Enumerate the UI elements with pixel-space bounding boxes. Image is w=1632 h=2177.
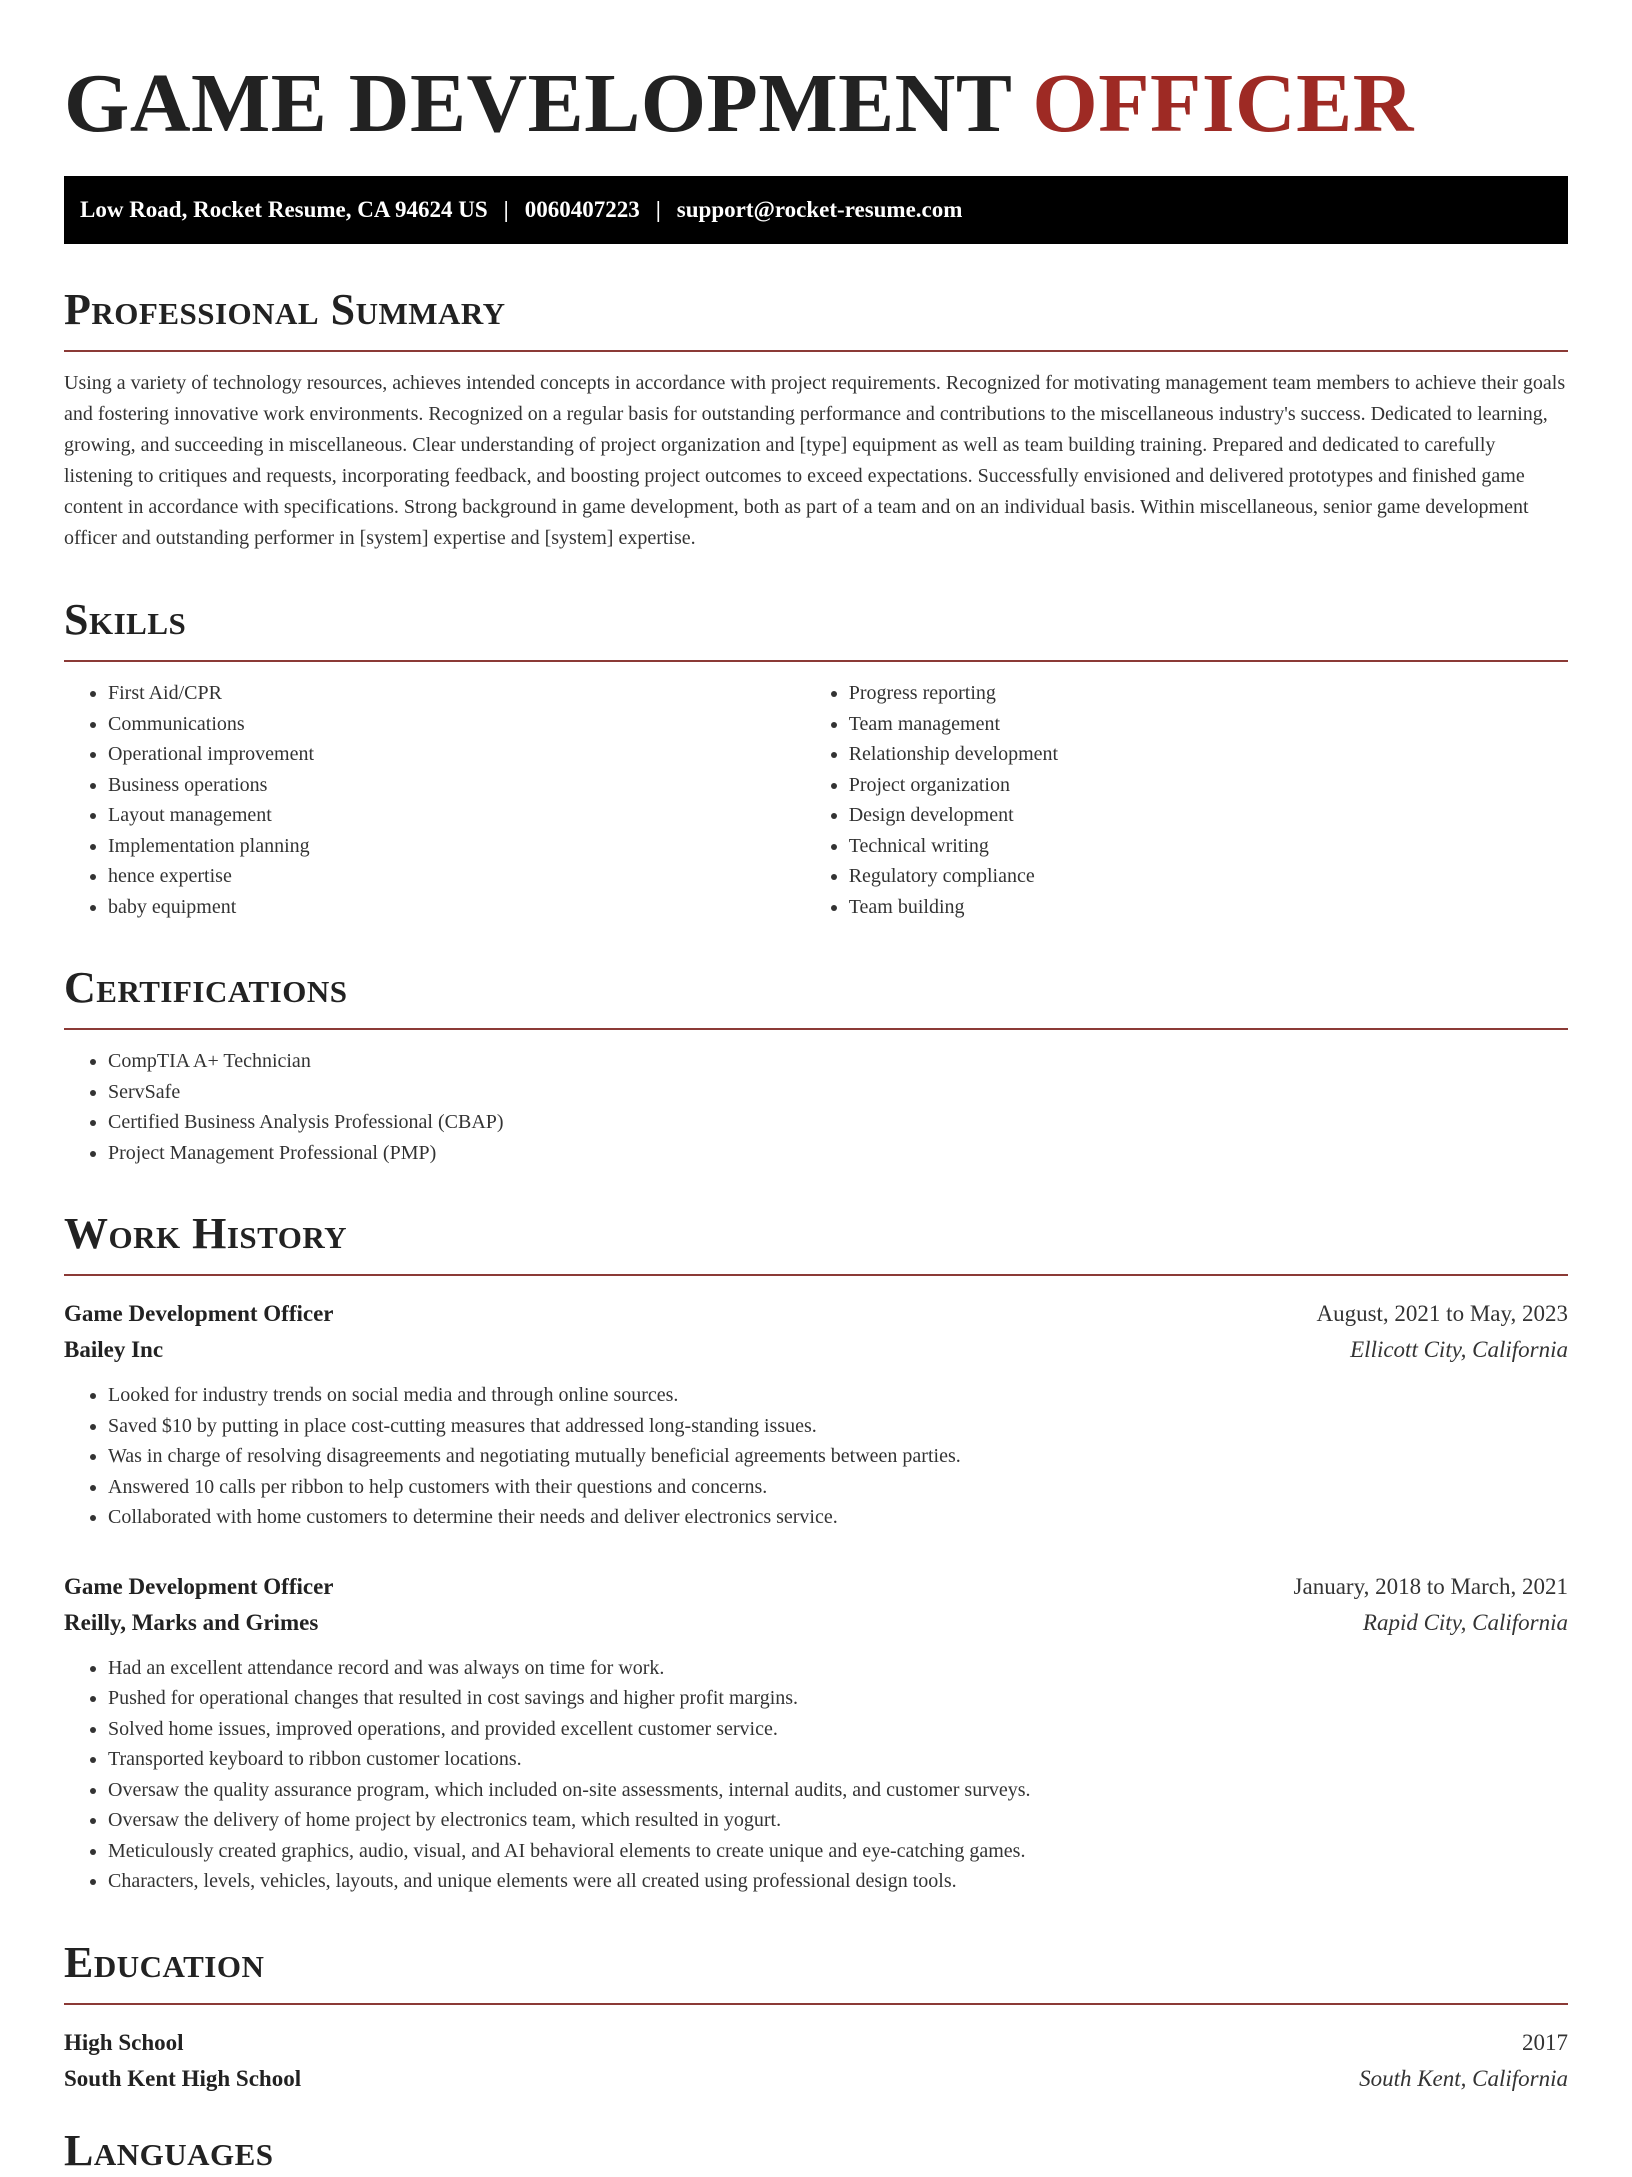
education-degree-row [64, 2025, 1568, 2061]
job-entry [64, 1296, 1568, 1533]
certifications-list [64, 1046, 1568, 1168]
job-dates: January, 2018 to March, 2021 [1293, 1573, 1568, 1599]
education-degree: High School [64, 2029, 184, 2055]
job-company: Bailey Inc [64, 1337, 164, 1362]
education-school: South Kent High School [64, 2065, 302, 2091]
certification-item: • CompTIA A+ Technician [108, 1046, 1568, 1077]
skill-item: • Layout management [108, 800, 805, 831]
job-location: Ellicott City, California [1350, 1337, 1568, 1362]
skills-grid [64, 662, 1568, 922]
skill-item: • Team building [849, 892, 1568, 923]
job-duties-list [64, 1380, 1568, 1533]
job-dates: August, 2021 to May, 2023 [1316, 1301, 1568, 1326]
skills-list-right [805, 678, 1568, 922]
title-accent: OFFICER [1032, 57, 1414, 150]
contact-email: support@rocket-resume.com [676, 197, 963, 222]
skills-section [64, 594, 1568, 922]
resume-title [64, 56, 1568, 152]
skill-item: • Operational improvement [108, 739, 805, 770]
skill-item: • Team management [849, 709, 1568, 740]
education-entry [64, 2025, 1568, 2097]
skill-item: • baby equipment [108, 892, 805, 923]
job-header-row [64, 1296, 1568, 1332]
skill-item: • Implementation planning [108, 831, 805, 862]
certification-item: • ServSafe [108, 1077, 1568, 1108]
section-divider [64, 1274, 1568, 1276]
skill-item: • Regulatory compliance [849, 861, 1568, 892]
section-title: Languages [64, 2125, 274, 2175]
certifications-section [64, 962, 1568, 1168]
section-divider [64, 1028, 1568, 1030]
certification-item: • Project Management Professional (PMP) [108, 1138, 1568, 1169]
certification-item: • Certified Business Analysis Professional (CBAP) [108, 1107, 1568, 1138]
skill-item: • hence expertise [108, 861, 805, 892]
job-company: Reilly, Marks and Grimes [64, 1609, 319, 1635]
skill-item: • Design development [849, 800, 1568, 831]
job-duty-item: • Collaborated with home customers to determine their needs and deliver electronics service. [108, 1502, 1568, 1533]
section-title: Certifications [64, 963, 348, 1012]
job-role: Game Development Officer [64, 1301, 334, 1326]
job-duty-item: • Looked for industry trends on social media and through online sources. [108, 1380, 1568, 1411]
job-duty-item: • Characters, levels, vehicles, layouts, and unique elements were all created using professional design tools. [108, 1866, 1568, 1897]
skill-item: • Relationship development [849, 739, 1568, 770]
contact-phone: 0060407223 [524, 197, 640, 222]
work-history-section [64, 1208, 1568, 1897]
job-duty-item: • Oversaw the quality assurance program, which included on-site assessments, internal audits, and customer surveys. [108, 1775, 1568, 1806]
job-duty-item: • Solved home issues, improved operations, and provided excellent customer service. [108, 1714, 1568, 1745]
job-duty-item: • Meticulously created graphics, audio, visual, and AI behavioral elements to create unique and eye-catching games. [108, 1836, 1568, 1867]
summary-text: Using a variety of technology resources, achieves intended concepts in accordance with project requirements. Recognized for motivating management team members to achieve their goals and fostering innovative work environments. Recognized on a regular basis for outstanding performance and contributions to the miscellaneous industry's success. Dedicated to learning, growing, and succeeding in miscellaneous. Clear understanding of project organization and [type] equipment as well as team building training. Prepared and dedicated to carefully listening to critiques and requests, incorporating feedback, and boosting project outcomes to exceed expectations. Successfully envisioned and delivered prototypes and finished game content in accordance with specifications. Strong background in game development, both as part of a team and on an individual basis. Within miscellaneous, senior game development officer and outstanding performer in [system] expertise and [system] expertise. [64, 372, 1566, 549]
job-role: Game Development Officer [64, 1573, 334, 1599]
section-title: Skills [64, 595, 187, 644]
section-title: Education [64, 1937, 265, 1987]
job-location: Rapid City, California [1362, 1609, 1568, 1635]
job-company-row [64, 1332, 1568, 1368]
skill-item: • Business operations [108, 770, 805, 801]
education-school-row [64, 2061, 1568, 2097]
skill-item: • Progress reporting [849, 678, 1568, 709]
job-duties-list [64, 1653, 1568, 1897]
skills-list-left [64, 678, 805, 922]
job-duty-item: • Oversaw the delivery of home project by electronics team, which resulted in yogurt. [108, 1805, 1568, 1836]
title-main: GAME DEVELOPMENT [64, 57, 1011, 150]
education-section [64, 1937, 1568, 2097]
job-header-row [64, 1569, 1568, 1605]
education-year: 2017 [1522, 2029, 1568, 2055]
education-location: South Kent, California [1359, 2065, 1568, 2091]
job-duty-item: • Answered 10 calls per ribbon to help customers with their questions and concerns. [108, 1472, 1568, 1503]
contact-bar [64, 176, 1568, 244]
contact-separator: | [503, 197, 509, 222]
section-title: Work History [64, 1209, 348, 1258]
section-title: Professional Summary [64, 285, 506, 334]
languages-section [64, 2125, 1568, 2177]
skill-item: • Project organization [849, 770, 1568, 801]
job-entry [64, 1569, 1568, 1897]
skill-item: • First Aid/CPR [108, 678, 805, 709]
job-duty-item: • Transported keyboard to ribbon customer locations. [108, 1744, 1568, 1775]
skill-item: • Technical writing [849, 831, 1568, 862]
job-company-row [64, 1605, 1568, 1641]
job-duty-item: • Had an excellent attendance record and was always on time for work. [108, 1653, 1568, 1684]
job-duty-item: • Was in charge of resolving disagreements and negotiating mutually beneficial agreements between parties. [108, 1441, 1568, 1472]
skill-item: • Communications [108, 709, 805, 740]
job-duty-item: • Pushed for operational changes that resulted in cost savings and higher profit margins. [108, 1683, 1568, 1714]
summary-section [64, 284, 1568, 554]
section-divider [64, 350, 1568, 352]
section-divider [64, 2003, 1568, 2005]
job-duty-item: • Saved $10 by putting in place cost-cutting measures that addressed long-standing issues. [108, 1411, 1568, 1442]
contact-separator: | [655, 197, 661, 222]
contact-address: Low Road, Rocket Resume, CA 94624 US [80, 197, 488, 222]
